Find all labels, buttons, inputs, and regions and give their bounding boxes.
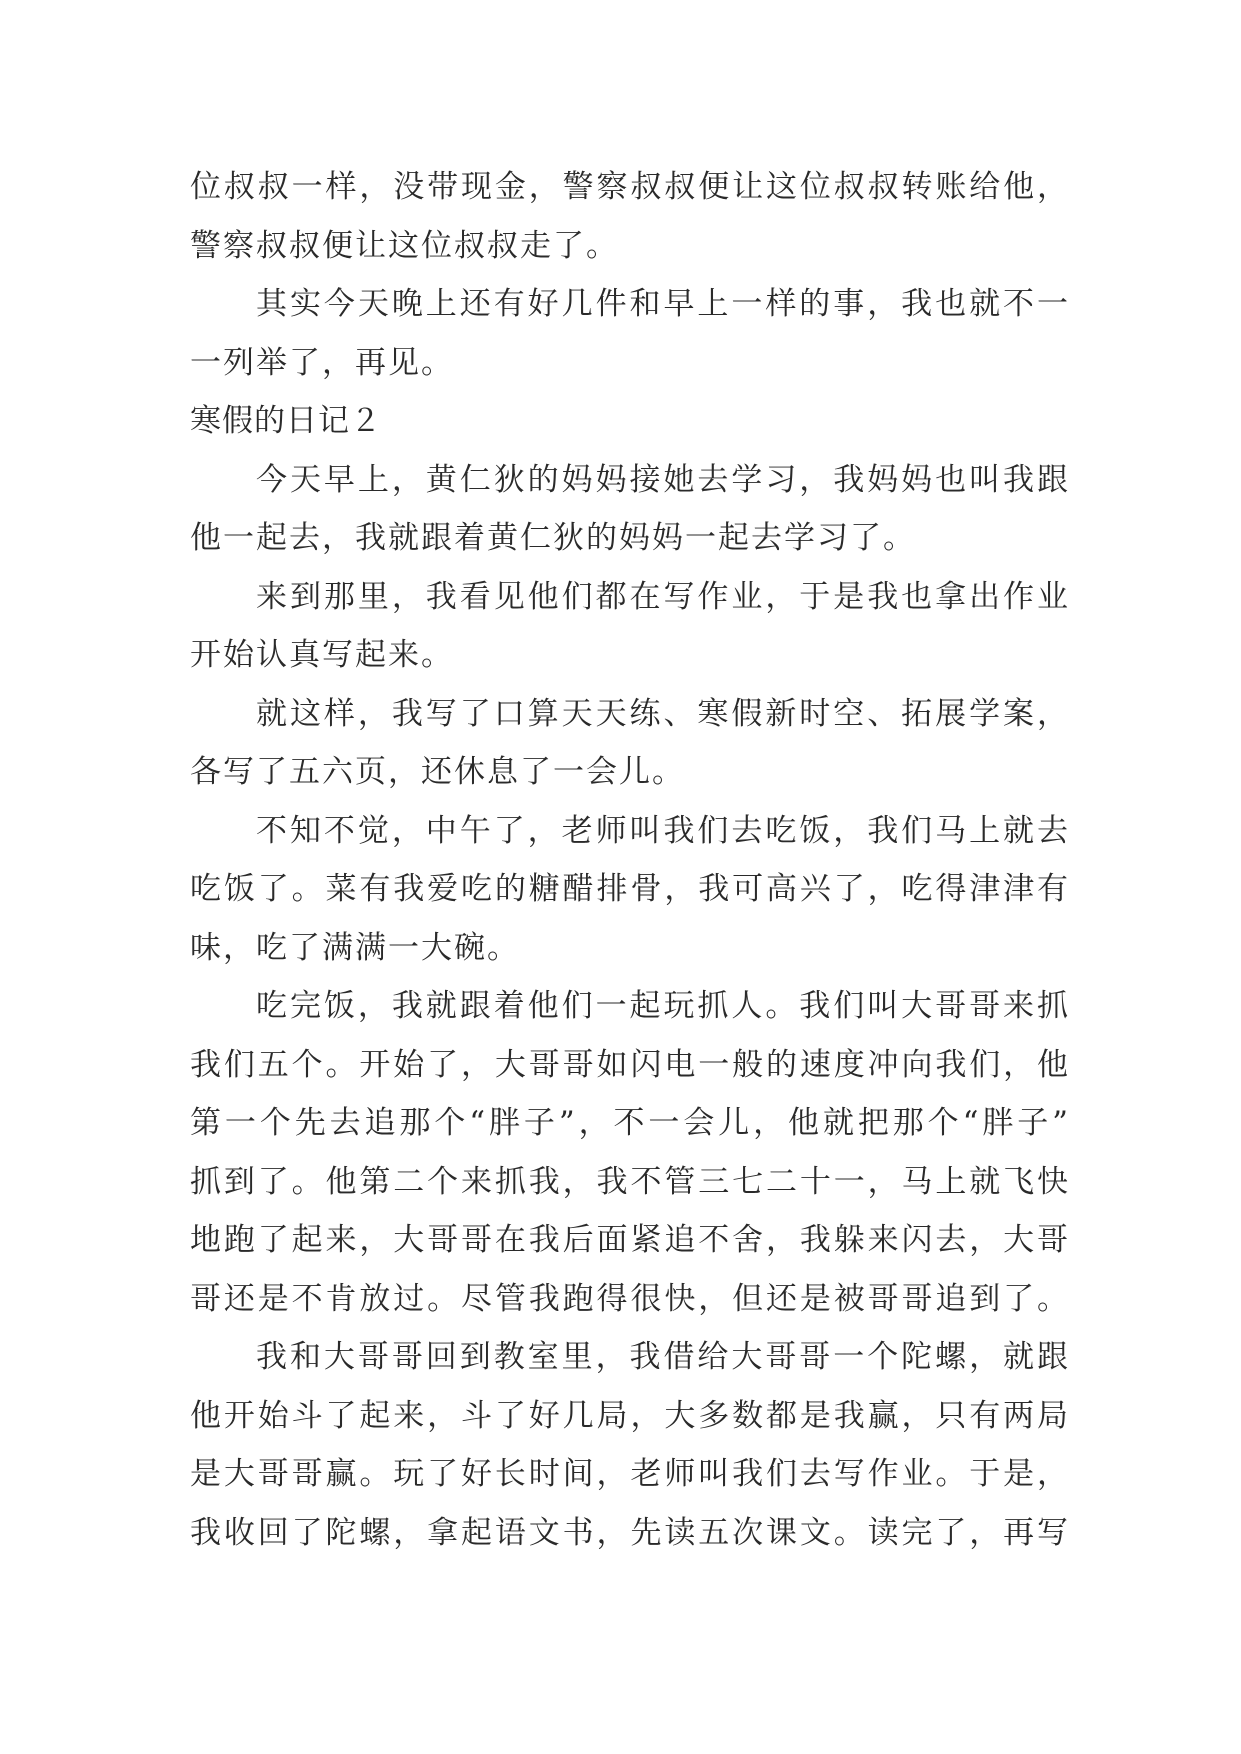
- text-line: 来到那里，我看见他们都在写作业，于是我也拿出作业: [256, 578, 1070, 615]
- text-line: 位叔叔一样，没带现金，警察叔叔便让这位叔叔转账给他，: [190, 169, 1070, 205]
- text-line: 不知不觉，中午了，老师叫我们去吃饭，我们马上就去: [256, 812, 1070, 849]
- text-line: 今天早上，黄仁狄的妈妈接她去学习，我妈妈也叫我跟: [256, 461, 1070, 498]
- text-line: 第一个先去追那个“胖子”，不一会儿，他就把那个“胖子”: [190, 1105, 1070, 1141]
- text-line: 警察叔叔便让这位叔叔走了。: [190, 227, 619, 264]
- document-body: [190, 158, 1070, 1562]
- text-line: 抓到了。他第二个来抓我，我不管三七二十一，马上就飞快: [190, 1163, 1070, 1200]
- text-line: 我收回了陀螺，拿起语文书，先读五次课文。读完了，再写: [190, 1514, 1070, 1551]
- section-heading: 寒假的日记２: [190, 403, 382, 439]
- text-line: 地跑了起来，大哥哥在我后面紧追不舍，我躲来闪去，大哥: [190, 1222, 1070, 1258]
- text-line: 他开始斗了起来，斗了好几局，大多数都是我赢，只有两局: [190, 1397, 1070, 1434]
- text-line: 味，吃了满满一大碗。: [190, 929, 520, 966]
- text-line: 他一起去，我就跟着黄仁狄的妈妈一起去学习了。: [190, 520, 916, 556]
- text-line: 我和大哥哥回到教室里，我借给大哥哥一个陀螺，就跟: [256, 1339, 1070, 1375]
- text-line: 吃饭了。菜有我爱吃的糖醋排骨，我可高兴了，吃得津津有: [190, 871, 1070, 907]
- text-line: 其实今天晚上还有好几件和早上一样的事，我也就不一: [256, 286, 1070, 322]
- text-line: 哥还是不肯放过。尽管我跑得很快，但还是被哥哥追到了。: [190, 1280, 1070, 1317]
- text-line: 就这样，我写了口算天天练、寒假新时空、拓展学案，: [256, 695, 1070, 732]
- text-line: 各写了五六页，还休息了一会儿。: [190, 754, 685, 790]
- text-line: 一列举了，再见。: [190, 344, 454, 381]
- text-line: 我们五个。开始了，大哥哥如闪电一般的速度冲向我们，他: [190, 1046, 1070, 1083]
- text-line: 吃完饭，我就跟着他们一起玩抓人。我们叫大哥哥来抓: [256, 988, 1070, 1024]
- text-line: 是大哥哥赢。玩了好长时间，老师叫我们去写作业。于是，: [190, 1456, 1070, 1492]
- text-line: 开始认真写起来。: [190, 637, 454, 673]
